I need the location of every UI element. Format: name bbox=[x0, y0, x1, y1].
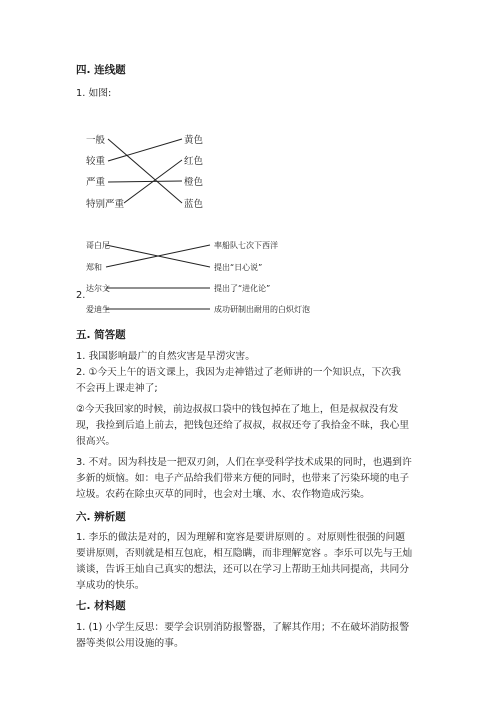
match1-left-0: 一般 bbox=[86, 135, 106, 146]
answer-paragraph bbox=[76, 365, 436, 397]
answer-paragraph: 1. 我国影响最广的自然灾害是旱涝灾害。 bbox=[76, 351, 256, 362]
answer-paragraph bbox=[76, 402, 436, 450]
text-line: ②今天我回家的时候，前边叔叔口袋中的钱包掉在了地上，但是叔叔没有发 bbox=[76, 404, 399, 415]
match2-left-1: 郑和 bbox=[86, 263, 102, 272]
match2-right-1: 提出“日心说” bbox=[214, 263, 263, 272]
match2-right-0: 率船队七次下西洋 bbox=[214, 241, 278, 250]
match-line bbox=[108, 139, 182, 161]
text-line: 1. 李乐的做法是对的，因为理解和宽容是要讲原则的 。对原则性很强的问题 bbox=[76, 532, 406, 543]
text-line: 谈谈，告诉王灿自己真实的想法，还可以在学习上帮助王灿共同提高，共同分 bbox=[76, 564, 410, 575]
text-line: 要讲原则，否则就是相互包庇，相互隐瞒，而非理解宽容 。李乐可以先与王灿 bbox=[76, 548, 413, 559]
match1-right-1: 红色 bbox=[184, 156, 204, 167]
match1-left-3: 特别严重 bbox=[86, 199, 125, 210]
text-line: 不会再上课走神了; bbox=[76, 383, 158, 394]
text-line: 1. (1) 小学生反思：要学会识别消防报警器，了解其作用；不在破坏消防报警 bbox=[76, 622, 410, 633]
section-heading: 五. 简答题 bbox=[76, 329, 126, 341]
match2-left-2: 达尔文 bbox=[86, 284, 110, 293]
text-line: 器等类似公用设施的事。 bbox=[76, 638, 184, 649]
text-line: 垃圾。农药在除虫灭草的同时，也会对土壤、水、农作物造成污染。 bbox=[76, 489, 370, 500]
match-line bbox=[108, 181, 182, 182]
text-line: 2. ①今天上午的语文课上，我因为走神错过了老师讲的一个知识点，下次我 bbox=[76, 367, 401, 378]
match2-right-2: 提出了“进化论” bbox=[214, 284, 271, 293]
match1-left-2: 严重 bbox=[86, 177, 106, 188]
answer-paragraph bbox=[76, 620, 436, 652]
answer-paragraph bbox=[76, 455, 436, 503]
match1-left-1: 较重 bbox=[86, 156, 106, 167]
text-line: 享成功的快乐。 bbox=[76, 580, 145, 591]
text-line: 多新的烦恼。如：电子产品给我们带来方便的同时，也带来了污染环境的电子 bbox=[76, 473, 410, 484]
match1-right-0: 黄色 bbox=[184, 135, 204, 146]
question-label-2: 2. bbox=[76, 290, 86, 301]
text-line: 很高兴。 bbox=[76, 436, 116, 447]
match1-right-3: 蓝色 bbox=[184, 199, 204, 210]
text-line: 3. 不对。因为科技是一把双刃剑，人们在享受科学技术成果的同时，也遇到许 bbox=[76, 457, 412, 468]
match2-right-3: 成功研制出耐用的白炽灯泡 bbox=[214, 305, 310, 314]
section-heading: 七. 材料题 bbox=[76, 600, 126, 612]
match2-left-3: 爱迪生 bbox=[86, 305, 110, 314]
text-line: 现，我捡到后追上前去，把钱包还给了叔叔，叔叔还夸了我拾金不昧，我心里 bbox=[76, 420, 410, 431]
section-heading: 四. 连线题 bbox=[76, 64, 126, 76]
match-line bbox=[108, 139, 182, 203]
match1-right-2: 橙色 bbox=[184, 177, 204, 188]
section-heading: 六. 辨析题 bbox=[76, 511, 126, 523]
match2-left-0: 哥白尼 bbox=[86, 241, 110, 250]
question-label: 1. 如图: bbox=[76, 88, 112, 99]
answer-paragraph bbox=[76, 530, 436, 594]
